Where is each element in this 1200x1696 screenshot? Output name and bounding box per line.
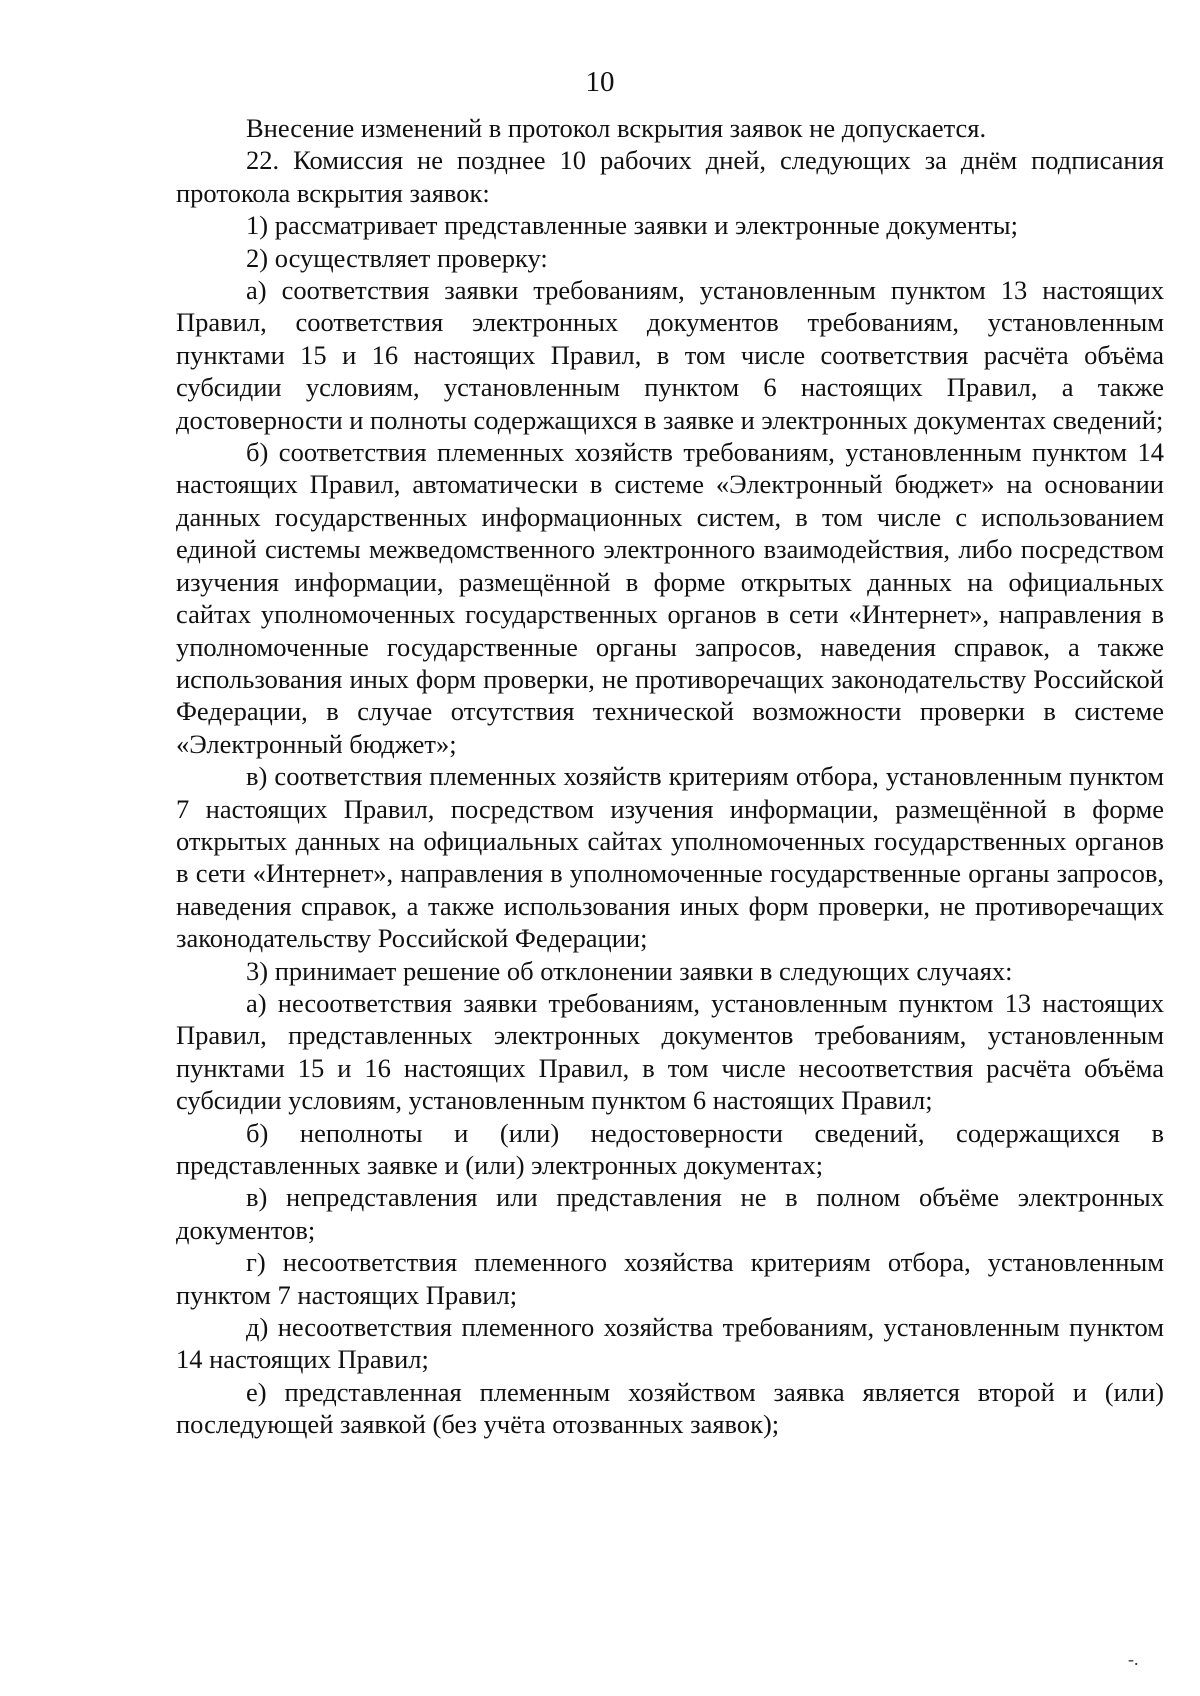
paragraph-sub-2: 2) осуществляет проверку: [246,242,548,273]
page-number: 10 [585,66,615,98]
paragraph-sub-3d: д) несоответствия племенного хозяйства требованиям, установленным пунктом 14 настоящих Правил; [176,1312,1164,1375]
document-body [176,112,1164,1441]
paragraph-sub-3a: а) несоответствия заявки требованиям, установленным пунктом 13 настоящих Правил, представленных электронных документов требованиям, установленным пунктами 15 и 16 настоящих Правил, в том числе несоответствия расчёта объёма субсидии условиям, установленным пунктом 6 настоящих Правил; [176,987,1164,1116]
paragraph-sub-3b: б) неполноты и (или) недостоверности сведений, содержащихся в представленных заявке и (или) электронных документах; [176,1117,1164,1180]
paragraph-no-changes: Внесение изменений в протокол вскрытия заявок не допускается. [246,113,987,143]
paragraph-item-22: 22. Комиссия не позднее 10 рабочих дней, следующих за днём подписания протокола вскрытия заявок: [176,145,1164,208]
paragraph-sub-2a: а) соответствия заявки требованиям, установленным пунктом 13 настоящих Правил, соответствия электронных документов требованиям, установленным пунктами 15 и 16 настоящих Правил, в том числе соответствия расчёта объёма субсидии условиям, установленным пунктом 6 настоящих Правил, а также достоверности и полноты содержащихся в заявке и электронных документах сведений; [176,275,1164,435]
paragraph-sub-3: 3) принимает решение об отклонении заявки в следующих случаях: [246,955,1013,986]
paragraph-sub-3g: г) несоответствия племенного хозяйства критериям отбора, установленным пунктом 7 настоящих Правил; [176,1247,1164,1310]
paragraph-sub-3v: в) непредставления или представления не в полном объёме электронных документов; [176,1182,1164,1245]
paragraph-sub-3e: е) представленная племенным хозяйством заявка является второй и (или) последующей заявкой (без учёта отозванных заявок); [176,1376,1164,1440]
paragraph-sub-1: 1) рассматривает представленные заявки и электронные документы; [246,210,1018,241]
paragraph-sub-2b: б) соответствия племенных хозяйств требованиям, установленным пунктом 14 настоящих Правил, автоматически в системе «Электронный бюджет» на основании данных государственных информационных систем, в том числе с использованием единой системы межведомственного электронного взаимодействия, либо посредством изучения информации, размещённой в форме открытых данных на официальных сайтах уполномоченных государственных органов в сети «Интернет», направления в уполномоченные государственные органы запросов, наведения справок, а также использования иных форм проверки, не противоречащих законодательству Российской Федерации, в случае отсутствия технической возможности проверки в системе «Электронный бюджет»; [176,437,1164,759]
scan-mark: -. [1128,1649,1139,1669]
paragraph-sub-2v: в) соответствия племенных хозяйств критериям отбора, установленным пунктом 7 настоящих Правил, посредством изучения информации, размещённой в форме открытых данных на официальных сайтах уполномоченных государственных органов в сети «Интернет», направления в уполномоченные государственные органы запросов, наведения справок, а также использования иных форм проверки, не противоречащих законодательству Российской Федерации; [176,761,1164,954]
